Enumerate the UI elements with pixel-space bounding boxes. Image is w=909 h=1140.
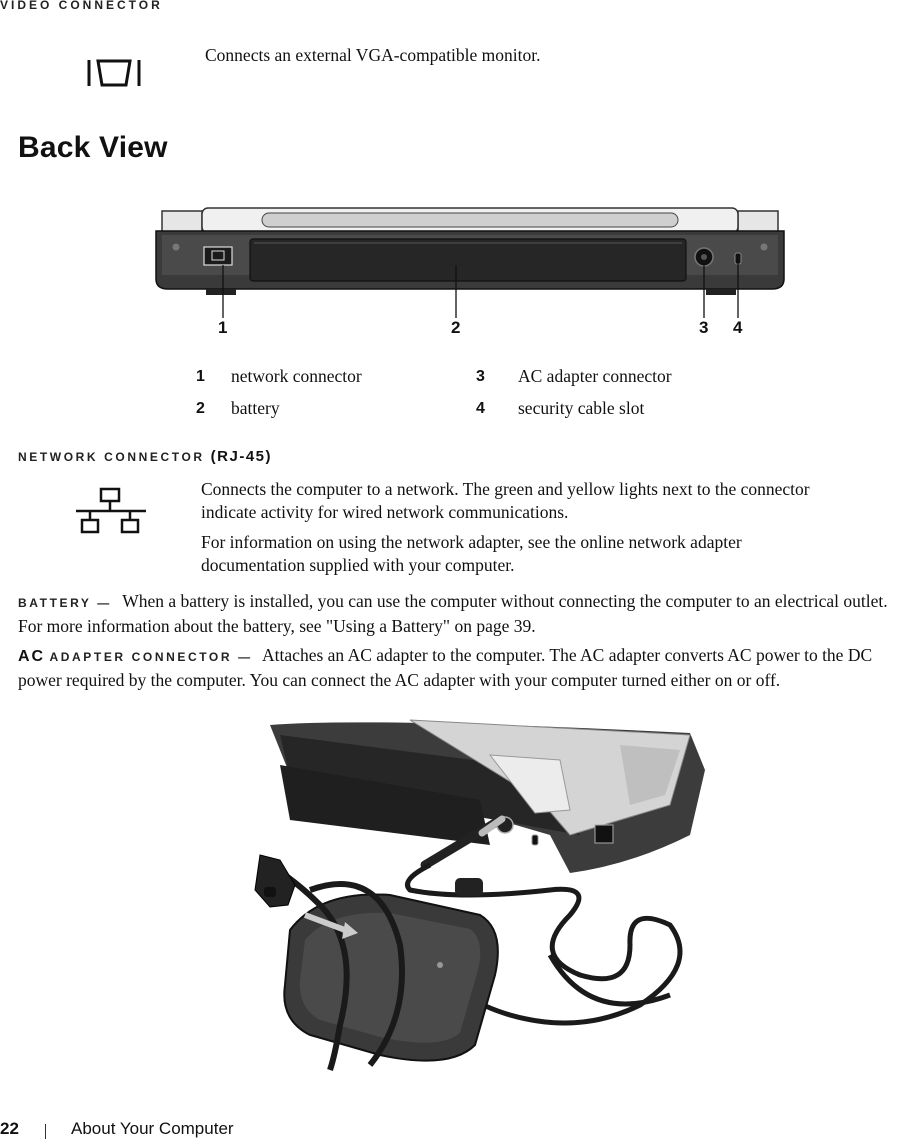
callout-2: 2 — [451, 318, 461, 337]
network-heading — [18, 448, 272, 466]
footer-chapter: About Your Computer — [71, 1119, 234, 1138]
network-icon — [76, 487, 146, 542]
network-heading-text: NETWORK CONNECTOR — [18, 450, 205, 464]
ac-heading-rest: ADAPTER CONNECTOR — — [49, 650, 253, 664]
legend-label: security cable slot — [518, 398, 645, 418]
section-title: VIDEO CONNECTOR — [0, 0, 163, 12]
legend-number: 2 — [196, 400, 205, 417]
laptop-back-view-illustration — [150, 205, 790, 340]
callout-3: 3 — [699, 318, 709, 337]
network-paragraph-1: Connects the computer to a network. The green and yellow lights next to the connector indicate activity for wired network communications. — [201, 479, 810, 522]
legend-label: battery — [231, 398, 280, 418]
legend-number: 1 — [196, 368, 205, 385]
battery-paragraph — [18, 590, 898, 638]
ac-heading-ac: AC — [18, 648, 46, 665]
battery-text: When a battery is installed, you can use the computer without connecting the computer to an electrical outlet. For more information about the battery, see "Using a Battery" on page 39. — [18, 591, 888, 636]
footer-divider — [45, 1124, 46, 1139]
ac-adapter-illustration — [250, 715, 710, 1080]
network-paragraph-2: For information on using the network adapter, see the online network adapter documentation supplied with your computer. — [201, 532, 742, 575]
callout-4: 4 — [733, 318, 743, 337]
page-number: 22 — [0, 1119, 19, 1138]
legend-label: network connector — [231, 366, 362, 386]
ac-adapter-paragraph — [18, 644, 908, 692]
vga-monitor-icon — [86, 57, 142, 94]
battery-heading: BATTERY — — [18, 596, 112, 610]
callout-1: 1 — [218, 318, 228, 337]
video-description: Connects an external VGA-compatible monitor. — [205, 45, 541, 65]
network-heading-suffix: (RJ-45) — [210, 448, 273, 465]
legend-number: 4 — [476, 400, 485, 417]
legend-label: AC adapter connector — [518, 366, 672, 386]
ac-adapter-text: Attaches an AC adapter to the computer. The AC adapter converts AC power to the DC power required by the computer. You can connect the AC adapter with your computer turned either on or off. — [18, 645, 873, 690]
legend-number: 3 — [476, 368, 485, 385]
page-title: Back View — [18, 131, 168, 164]
